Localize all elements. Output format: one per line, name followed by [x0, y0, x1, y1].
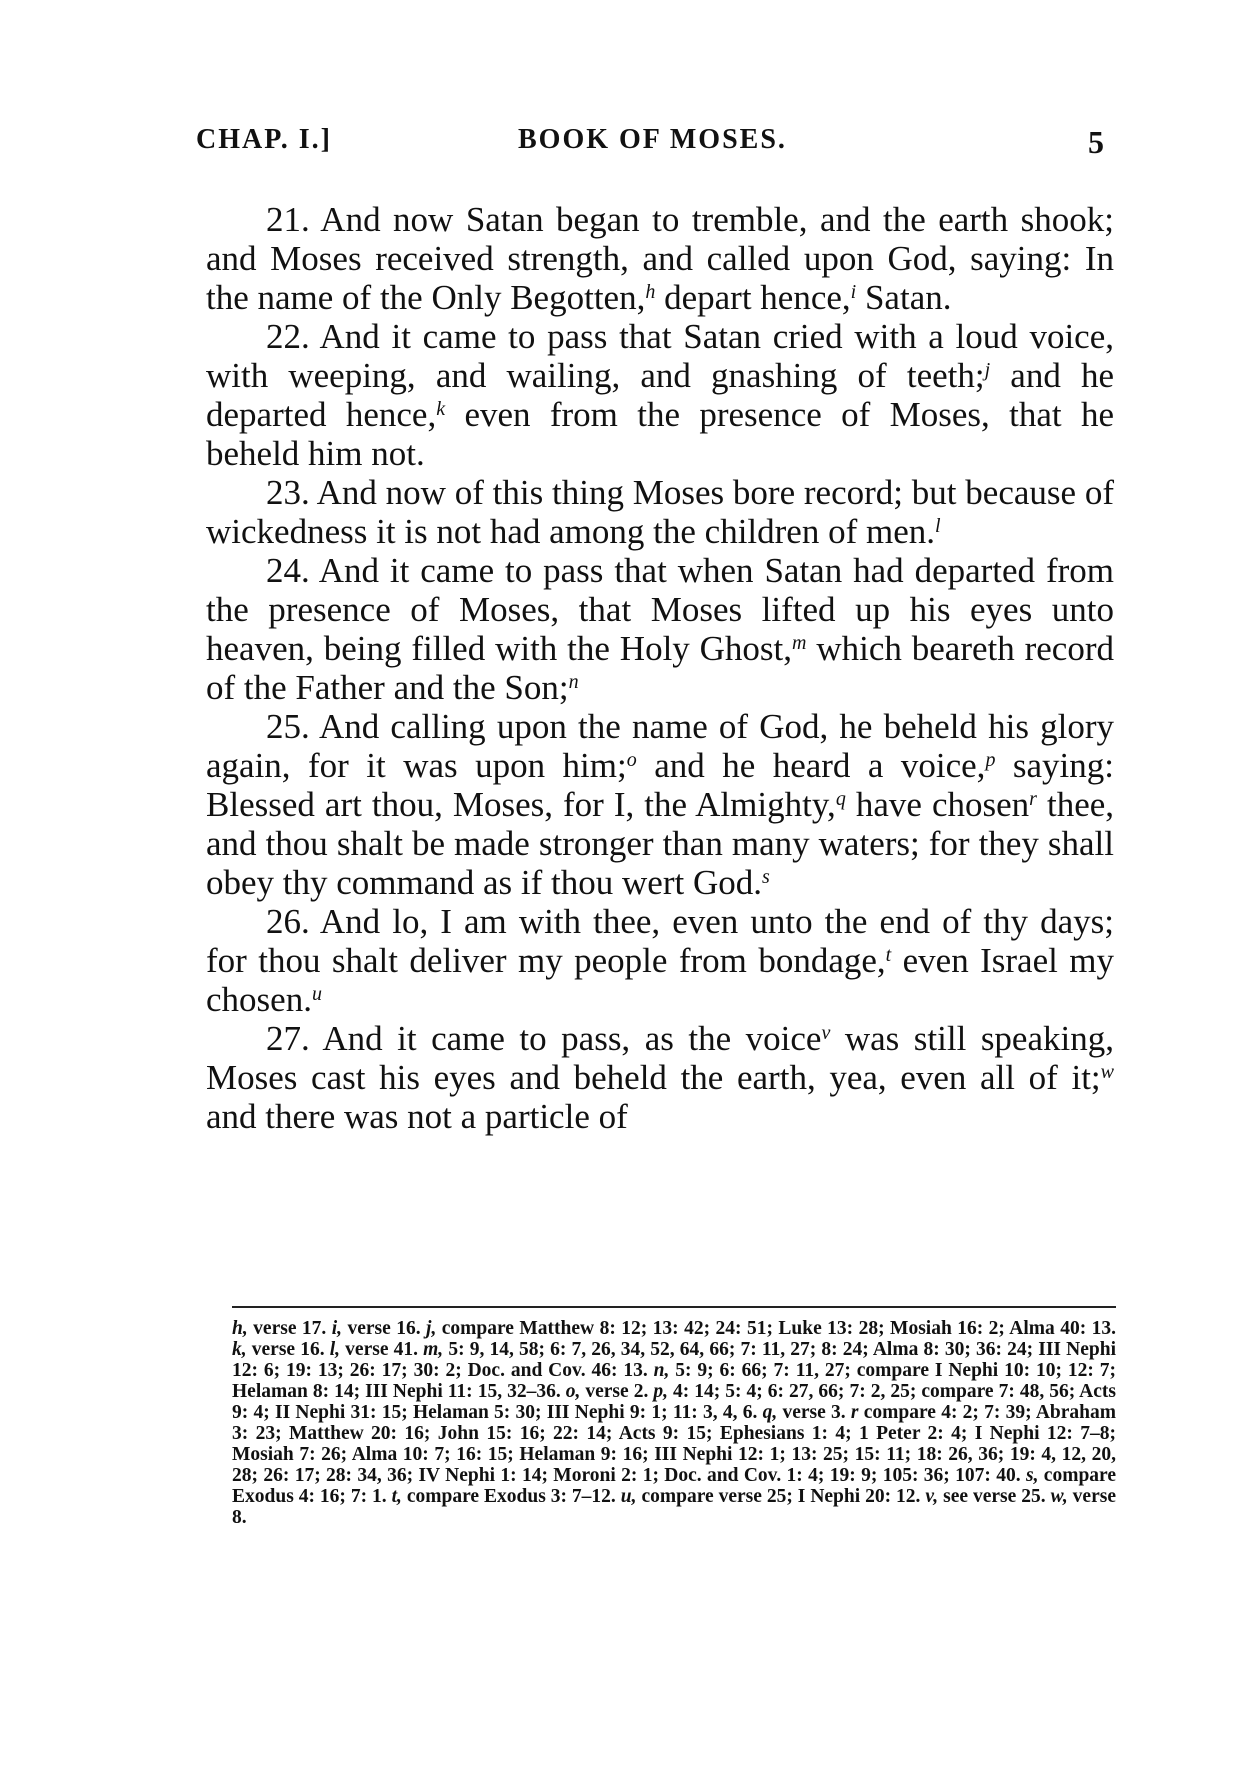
verse-text-segment: saying: Blessed art thou, Moses, for I, the Almighty,: [206, 746, 1115, 824]
footnote-text: verse 3.: [777, 1402, 851, 1423]
verse-text-segment: depart hence,: [655, 278, 851, 317]
chapter-label: CHAP. I.]: [196, 124, 332, 155]
footnote-marker[interactable]: q: [835, 788, 846, 810]
verse-text-segment: And it came to pass, as the voice: [309, 1019, 822, 1058]
footnote-text: verse 8.: [232, 1486, 1116, 1528]
footnote-text: verse 17.: [247, 1318, 332, 1339]
footnote-text: compare 4: 2; 7: 39; Abraham 3: 23; Matthew 20: 16; John 15: 16; 22: 14; Acts 9: 15; Ephesians 1: 4; 1 Peter 2: 4; I Nephi 12: 7–8; Mosiah 7: 26; Alma 10: 7; 16: 15; Helaman 9: 16; III Nephi 12: 1; 13: 25; 15: 11; 18: 26, 36; 19: 4, 12, 20, 28; 26: 17; 28: 34, 36; IV Nephi 1: 14; Moroni 2: 1; Doc. and Cov. 1: 4; 19: 9; 105: 36; 107: 40.: [232, 1402, 1116, 1486]
verse-text-segment: And calling upon the name of God, he beheld his glory again, for it was upon him;: [206, 707, 1114, 785]
footnote-marker[interactable]: o: [626, 749, 637, 771]
verse-text: [206, 200, 1114, 1136]
footnote-key: m,: [423, 1339, 444, 1360]
book-title: BOOK OF MOSES.: [518, 124, 787, 155]
verse-text-segment: Satan.: [856, 278, 952, 317]
footnote-key: j,: [426, 1318, 437, 1339]
footnote-key: u,: [620, 1486, 637, 1507]
footnote-text: compare verse 25; I Nephi 20: 12.: [636, 1486, 926, 1507]
footnote-key: r: [850, 1402, 859, 1423]
verse-paragraph: [206, 551, 1114, 707]
footnote-key: n,: [653, 1360, 670, 1381]
footnote-key: q,: [762, 1402, 778, 1423]
footnote-text: 4: 14; 5: 4; 6: 27, 66; 7: 2, 25; compare 7: 48, 56; Acts 9: 4; II Nephi 31: 15; Helaman 5: 30; III Nephi 9: 1; 11: 3, 4, 6.: [232, 1381, 1116, 1423]
verse-number: 26.: [266, 902, 310, 941]
verse-number: 23.: [266, 473, 310, 512]
verse-paragraph: [206, 473, 1114, 551]
footnote-marker[interactable]: m: [792, 632, 807, 654]
verse-text-segment: even Israel my chosen.: [206, 941, 1114, 1019]
verse-text-segment: And it came to pass that Satan cried with a loud voice, with weeping, and wailing, and gnashing of teeth;: [206, 317, 1114, 395]
footnote-key: h,: [232, 1318, 248, 1339]
footnote-key: w,: [1050, 1486, 1068, 1507]
verse-number: 27.: [266, 1019, 310, 1058]
footnote-key: i,: [331, 1318, 343, 1339]
verse-text-segment: was still speaking, Moses cast his eyes and beheld the earth, yea, even all of it;: [206, 1019, 1114, 1097]
footnote-key: l,: [329, 1339, 341, 1360]
verse-paragraph: [206, 902, 1114, 1019]
verse-paragraph: [206, 1019, 1114, 1136]
footnote-text: compare Exodus 4: 16; 7: 1.: [232, 1465, 1117, 1507]
footnote-text: compare Exodus 3: 7–12.: [401, 1486, 621, 1507]
footnote-key: o,: [565, 1381, 581, 1402]
footnote-text: see verse 25.: [938, 1486, 1051, 1507]
footnote-marker[interactable]: s: [762, 866, 770, 888]
footnote-key: k,: [232, 1339, 247, 1360]
footnote-text: 5: 9; 6: 66; 7: 11, 27; compare I Nephi 10: 10; 12: 7; Helaman 8: 14; III Nephi 11: 15, 32–36.: [232, 1360, 1116, 1402]
verse-text-segment: and there was not a particle of: [206, 1097, 628, 1136]
verse-paragraph: [206, 707, 1114, 902]
footnote-paragraph: [232, 1318, 1116, 1528]
verse-text-segment: And lo, I am with thee, even unto the end of thy days; for thou shalt deliver my people from bondage,: [206, 902, 1114, 980]
verse-number: 21.: [266, 200, 310, 239]
verse-text-segment: have chosen: [845, 785, 1030, 824]
footnote-marker[interactable]: w: [1100, 1061, 1114, 1083]
footnote-text: verse 41.: [340, 1339, 424, 1360]
footnote-marker[interactable]: j: [984, 359, 991, 381]
footnote-key: t,: [391, 1486, 402, 1507]
footnote-marker[interactable]: v: [821, 1022, 831, 1044]
verse-text-segment: And it came to pass that when Satan had departed from the presence of Moses, that Moses lifted up his eyes unto heaven, being filled with the Holy Ghost,: [206, 551, 1114, 668]
verse-number: 22.: [266, 317, 310, 356]
footnote-key: v,: [925, 1486, 939, 1507]
footnote-text: 5: 9, 14, 58; 6: 7, 26, 34, 52, 64, 66; 7: 11, 27; 8: 24; Alma 8: 30; 36: 24; III Nephi 12: 6; 19: 13; 26: 17; 30: 2; Doc. and Cov. 46: 13.: [232, 1339, 1116, 1381]
verse-text-segment: and he departed hence,: [206, 356, 1114, 434]
verse-text-segment: and he heard a voice,: [636, 746, 986, 785]
footnote-marker[interactable]: t: [885, 944, 892, 966]
verse-text-segment: And now of this thing Moses bore record; but because of wickedness it is not had among the children of men.: [206, 473, 1114, 551]
footnote-text: verse 16.: [246, 1339, 330, 1360]
verse-number: 25.: [266, 707, 310, 746]
verse-text-segment: even from the presence of Moses, that he beheld him not.: [206, 395, 1114, 473]
footnote-marker[interactable]: u: [311, 983, 322, 1005]
footnote-marker[interactable]: n: [568, 671, 579, 693]
footnote-text: verse 2.: [580, 1381, 654, 1402]
footnote-marker[interactable]: k: [436, 398, 446, 420]
verse-number: 24.: [266, 551, 310, 590]
footnote-key: s,: [1025, 1465, 1039, 1486]
footnotes: [232, 1318, 1116, 1528]
footnote-divider: [232, 1306, 1116, 1308]
footnote-text: compare Matthew 8: 12; 13: 42; 24: 51; Luke 13: 28; Mosiah 16: 2; Alma 40: 13.: [436, 1318, 1116, 1339]
footnote-marker[interactable]: l: [935, 515, 941, 537]
page-number: 5: [1088, 124, 1106, 160]
running-header: [196, 124, 1114, 164]
footnote-text: verse 16.: [342, 1318, 427, 1339]
footnote-key: p,: [653, 1381, 668, 1402]
verse-text-segment: which beareth record of the Father and the Son;: [206, 629, 1114, 707]
footnote-marker[interactable]: r: [1029, 788, 1037, 810]
verse-paragraph: [206, 200, 1114, 317]
verse-paragraph: [206, 317, 1114, 473]
verse-text-segment: And now Satan began to tremble, and the earth shook; and Moses received strength, and called upon God, saying: In the name of the Only Begotten,: [206, 200, 1114, 317]
footnote-marker[interactable]: i: [850, 281, 857, 303]
footnote-marker[interactable]: p: [985, 749, 996, 771]
footnote-marker[interactable]: h: [645, 281, 656, 303]
verse-text-segment: thee, and thou shalt be made stronger than many waters; for they shall obey thy command as if thou wert God.: [206, 785, 1115, 902]
